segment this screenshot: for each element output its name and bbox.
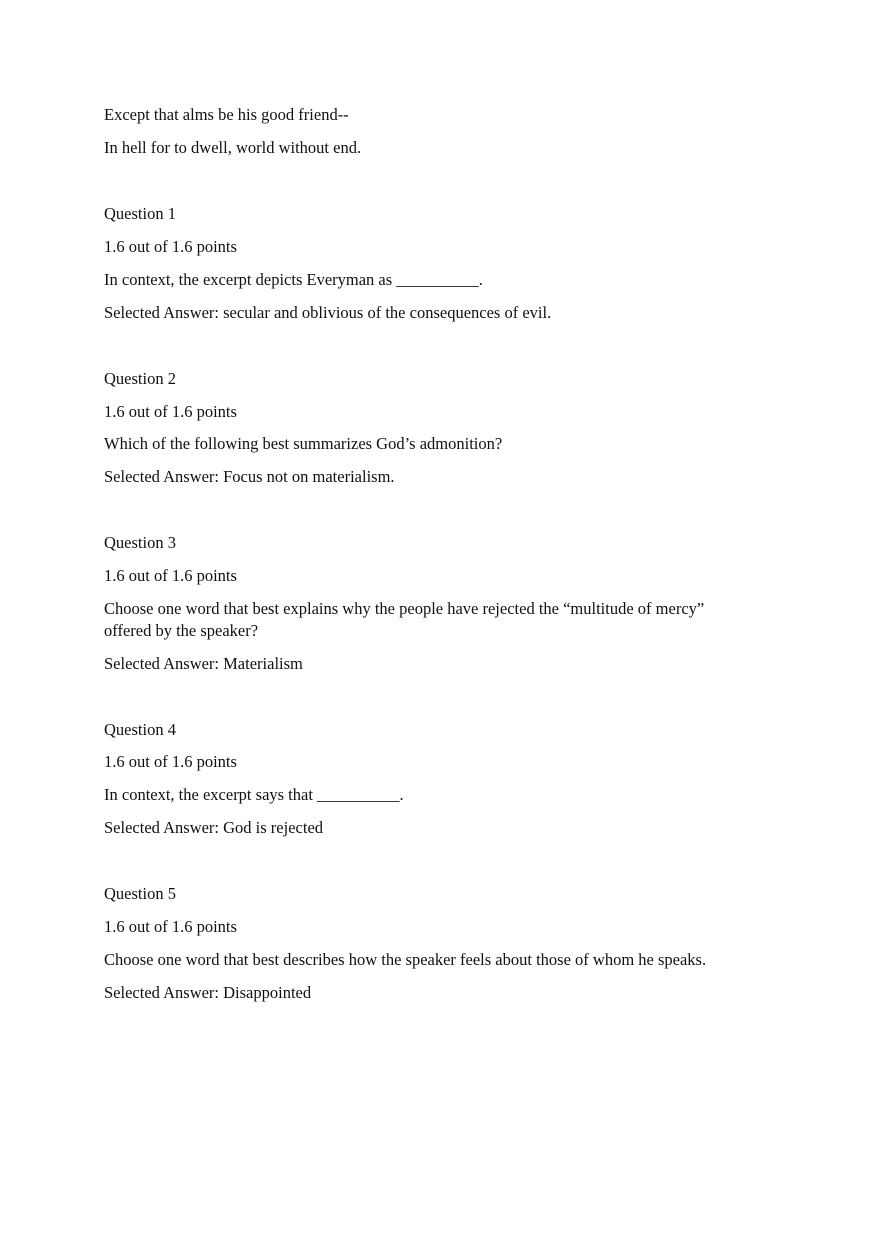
question-5-answer: Selected Answer: Disappointed	[104, 983, 312, 1002]
question-3-answer: Selected Answer: Materialism	[104, 654, 303, 673]
question-1-title: Question 1	[104, 204, 176, 223]
question-4-answer: Selected Answer: God is rejected	[104, 818, 324, 837]
question-2-prompt: Which of the following best summarizes God’s admonition?	[104, 434, 503, 453]
question-2-answer: Selected Answer: Focus not on materialism.	[104, 467, 395, 486]
question-3-title: Question 3	[104, 533, 176, 552]
question-5-points: 1.6 out of 1.6 points	[104, 917, 237, 936]
question-5-title: Question 5	[104, 884, 176, 903]
question-3-points: 1.6 out of 1.6 points	[104, 566, 237, 585]
question-1-points: 1.6 out of 1.6 points	[104, 237, 237, 256]
question-2-points: 1.6 out of 1.6 points	[104, 402, 237, 421]
question-5-prompt: Choose one word that best describes how the speaker feels about those of whom he speaks.	[104, 950, 707, 969]
excerpt-line-1: Except that alms be his good friend--	[104, 105, 349, 124]
question-4-prompt: In context, the excerpt says that __________.	[104, 785, 404, 804]
question-1-prompt: In context, the excerpt depicts Everyman as __________.	[104, 270, 483, 289]
question-1-answer: Selected Answer: secular and oblivious of the consequences of evil.	[104, 303, 552, 322]
question-4-title: Question 4	[104, 720, 176, 739]
question-3-prompt: Choose one word that best explains why the people have rejected the “multitude of mercy” offered by the speaker?	[104, 599, 705, 640]
question-2-title: Question 2	[104, 369, 176, 388]
excerpt-line-2: In hell for to dwell, world without end.	[104, 138, 362, 157]
question-4-points: 1.6 out of 1.6 points	[104, 752, 237, 771]
